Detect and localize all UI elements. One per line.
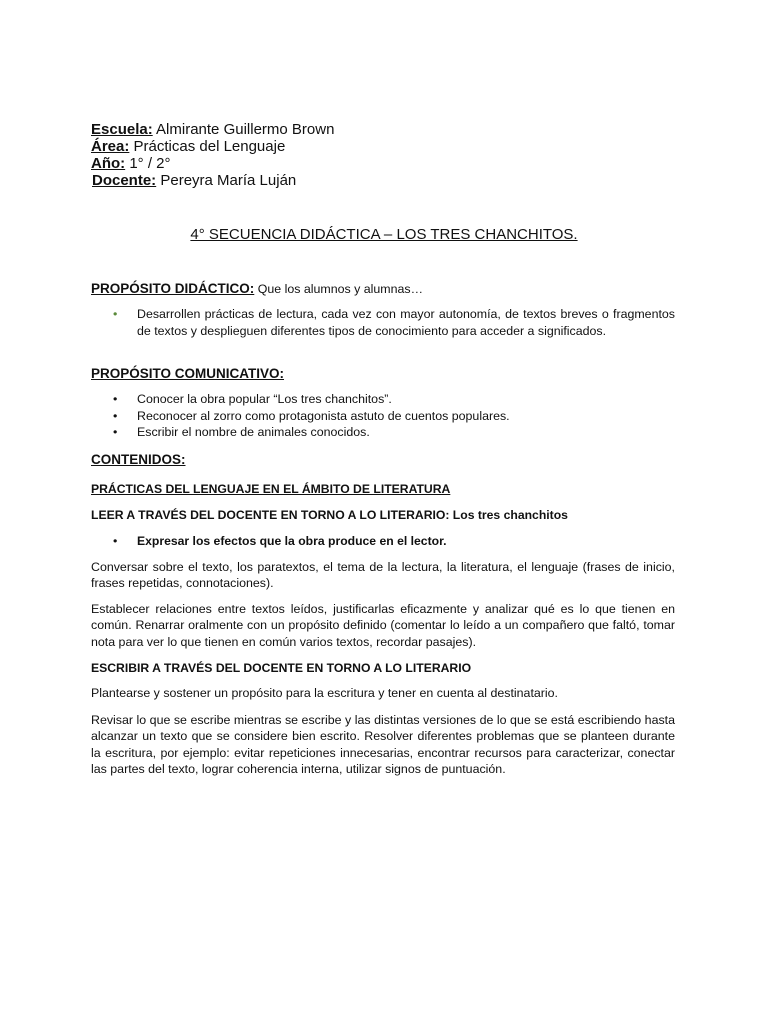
paragraph: Plantearse y sostener un propósito para la escritura y tener en cuenta al destinatario. <box>91 686 558 700</box>
school-label: Escuela: <box>91 121 153 138</box>
area-line <box>91 138 675 155</box>
communicative-heading: PROPÓSITO COMUNICATIVO: <box>91 366 285 381</box>
list-item: • Expresar los efectos que la obra produce en el lector. <box>113 534 447 548</box>
read-bullets <box>91 533 675 549</box>
bullet-icon: • <box>113 307 118 322</box>
didactic-purpose <box>91 281 675 339</box>
contents-heading: CONTENIDOS: <box>91 452 186 467</box>
area-value: Prácticas del Lenguaje <box>133 138 286 155</box>
area-label: Área: <box>91 138 130 155</box>
bullet-icon: • <box>113 534 118 548</box>
list-item: • Desarrollen prácticas de lectura, cada vez con mayor autonomía, de textos breves o fragmentos de textos y desplieguen diferentes tipos de conocimiento para acceder a significados. <box>113 307 675 338</box>
teacher-value: Pereyra María Luján <box>160 172 297 189</box>
didactic-intro: Que los alumnos y alumnas… <box>257 282 424 296</box>
page-title: 4° SECUENCIA DIDÁCTICA – LOS TRES CHANCHITOS. <box>190 226 578 243</box>
school-line <box>91 121 675 138</box>
document-header <box>91 121 675 189</box>
didactic-heading: PROPÓSITO DIDÁCTICO: <box>91 281 255 296</box>
list-item: • Reconocer al zorro como protagonista astuto de cuentos populares. <box>113 408 510 423</box>
year-label: Año: <box>91 155 126 172</box>
list-item: • Escribir el nombre de animales conocidos. <box>113 424 370 439</box>
paragraph: Revisar lo que se escribe mientras se escribe y las distintas versiones de lo que se está escribiendo hasta alcanzar un texto que se considere bien escrito. Resolver diferentes problemas que se planteen durante la escritura, por ejemplo: evitar repeticiones innecesarias, encontrar recursos para caracterizar, conectar las partes del texto, lograr coherencia interna, utilizar signos de puntuación. <box>91 713 675 776</box>
paragraph: Conversar sobre el texto, los paratextos, el tema de la lectura, la literatura, el lenguaje (frases de inicio, frases repetidas, connotaciones). <box>91 560 675 591</box>
write-heading: ESCRIBIR A TRAVÉS DEL DOCENTE EN TORNO A LO LITERARIO <box>91 661 472 675</box>
area-heading: PRÁCTICAS DEL LENGUAJE EN EL ÁMBITO DE LITERATURA <box>91 482 451 496</box>
teacher-line <box>91 172 675 189</box>
paragraph: Establecer relaciones entre textos leídos, justificarlas eficazmente y analizar qué es lo que tienen en común. Renarrar oralmente con un propósito definido (comentar lo leído a un compañero que faltó, tomar nota para ver lo que tienen en común varios textos, recordar pasajes). <box>91 602 675 649</box>
bullet-icon: • <box>113 392 118 407</box>
list-item: • Conocer la obra popular “Los tres chanchitos”. <box>113 392 392 407</box>
teacher-label: Docente: <box>92 172 157 189</box>
year-value: 1° / 2° <box>129 155 171 172</box>
year-line <box>91 155 675 172</box>
communicative-purpose <box>91 366 675 440</box>
school-value: Almirante Guillermo Brown <box>156 121 335 138</box>
bullet-icon: • <box>113 424 118 439</box>
read-heading: LEER A TRAVÉS DEL DOCENTE EN TORNO A LO LITERARIO: Los tres chanchitos <box>91 508 568 522</box>
bullet-icon: • <box>113 408 118 423</box>
